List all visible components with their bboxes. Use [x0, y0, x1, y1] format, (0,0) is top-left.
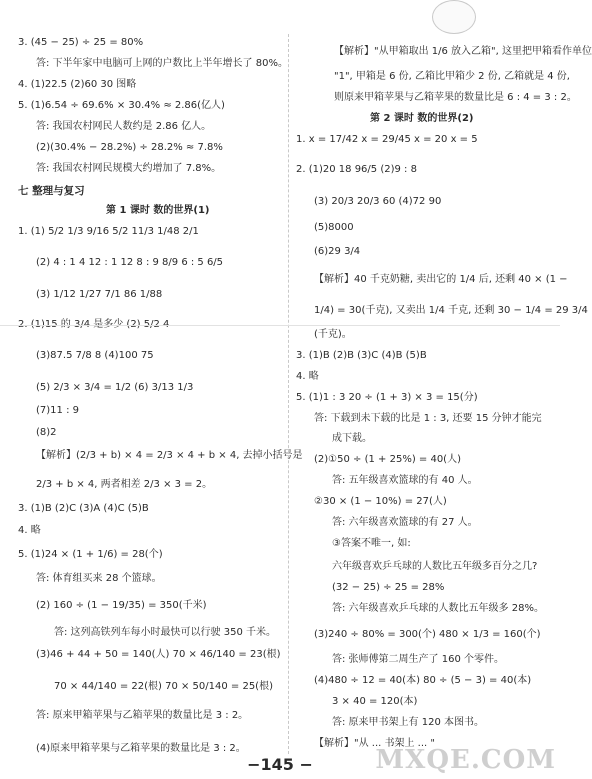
left-line: 七 整理与复习 [18, 185, 85, 197]
right-line: "1", 甲箱是 6 份, 乙箱比甲箱少 2 份, 乙箱就是 4 份, [334, 71, 570, 82]
right-line: ③答案不唯一, 如: [332, 538, 411, 549]
left-line: 答: 下半年家中电脑可上网的户数比上半年增长了 80%。 [36, 58, 288, 69]
right-line: 5. (1)1 : 3 20 ÷ (1 + 3) × 3 = 15(分) [296, 392, 478, 403]
left-line: 2/3 + b × 4, 两者相差 2/3 × 3 = 2。 [36, 479, 213, 490]
right-line: (3)240 ÷ 80% = 300(个) 480 × 1/3 = 160(个) [314, 629, 541, 640]
left-line: (5) 2/3 × 3/4 = 1/2 (6) 3/13 1/3 [36, 382, 194, 393]
left-line: (3)87.5 7/8 8 (4)100 75 [36, 350, 154, 361]
right-line: 第 2 课时 数的世界(2) [370, 113, 474, 124]
right-line: 答: 原来甲书架上有 120 本图书。 [332, 717, 484, 728]
left-line: (2)(30.4% − 28.2%) ÷ 28.2% ≈ 7.8% [36, 142, 223, 153]
left-line: 70 × 44/140 = 22(根) 70 × 50/140 = 25(根) [54, 681, 273, 692]
left-line: 答: 体育组买来 28 个篮球。 [36, 573, 162, 584]
right-line: 【解析】40 千克奶糖, 卖出它的 1/4 后, 还剩 40 × (1 − [314, 274, 568, 285]
left-line: 3. (1)B (2)C (3)A (4)C (5)B [18, 503, 149, 514]
left-line: 5. (1)24 × (1 + 1/6) = 28(个) [18, 549, 163, 560]
right-line: 【解析】"从甲箱取出 1/6 放入乙箱", 这里把甲箱看作单位 [334, 46, 592, 57]
left-line: (3)46 + 44 + 50 = 140(人) 70 × 46/140 = 23(根) [36, 649, 281, 660]
left-line: 答: 原来甲箱苹果与乙箱苹果的数量比是 3 : 2。 [36, 710, 249, 721]
right-line: 1. x = 17/42 x = 29/45 x = 20 x = 5 [296, 134, 478, 145]
right-line: 答: 张师傅第二周生产了 160 个零件。 [332, 654, 504, 665]
right-line: 六年级喜欢乒乓球的人数比五年级多百分之几? [332, 561, 538, 572]
left-line: 【解析】(2/3 + b) × 4 = 2/3 × 4 + b × 4, 去掉小括号是 [36, 450, 303, 461]
left-line: 答: 我国农村网民规模大约增加了 7.8%。 [36, 163, 222, 174]
scan-line [0, 325, 560, 326]
right-line: 4. 略 [296, 371, 319, 382]
watermark: MXQE.COM [375, 745, 556, 775]
right-line: 则原来甲箱苹果与乙箱苹果的数量比是 6 : 4 = 3 : 2。 [334, 92, 577, 103]
right-line: (2)①50 ÷ (1 + 25%) = 40(人) [314, 454, 461, 465]
left-line: 3. (45 − 25) ÷ 25 = 80% [18, 37, 144, 48]
left-line: 5. (1)6.54 ÷ 69.6% × 30.4% ≈ 2.86(亿人) [18, 100, 225, 111]
right-line: (千克)。 [314, 329, 352, 340]
right-line: 答: 下载到未下载的比是 1 : 3, 还要 15 分钟才能完 [314, 413, 542, 424]
right-line: 2. (1)20 18 96/5 (2)9 : 8 [296, 164, 417, 175]
right-line: 【解析】"从 ... 书架上 ... " [314, 738, 435, 749]
left-line: 1. (1) 5/2 1/3 9/16 5/2 11/3 1/48 2/1 [18, 226, 199, 237]
left-line: (3) 1/12 1/27 7/1 86 1/88 [36, 289, 163, 300]
right-line: (32 − 25) ÷ 25 = 28% [332, 582, 445, 593]
right-line: 答: 五年级喜欢篮球的有 40 人。 [332, 475, 478, 486]
left-line: 第 1 课时 数的世界(1) [106, 205, 210, 216]
right-line: (3) 20/3 20/3 60 (4)72 90 [314, 196, 442, 207]
right-line: 答: 六年级喜欢篮球的有 27 人。 [332, 517, 478, 528]
page-number: −145 − [247, 755, 313, 774]
right-line: (5)8000 [314, 222, 354, 233]
right-line: 成下载。 [332, 433, 372, 444]
right-line: 3 × 40 = 120(本) [332, 696, 418, 707]
left-line: (4)原来甲箱苹果与乙箱苹果的数量比是 3 : 2。 [36, 743, 246, 754]
right-line: 答: 六年级喜欢乒乓球的人数比五年级多 28%。 [332, 603, 544, 614]
left-line: 答: 这列高铁列车每小时最快可以行驶 350 千米。 [54, 627, 276, 638]
left-line: 4. 略 [18, 525, 41, 536]
right-line: 1/4) = 30(千克), 又卖出 1/4 千克, 还剩 30 − 1/4 = 29 3/4 [314, 305, 588, 316]
left-line: (2) 160 ÷ (1 − 19/35) = 350(千米) [36, 600, 207, 611]
right-line: (6)29 3/4 [314, 246, 361, 257]
left-line: 2. (1)15 的 3/4 是多少 (2) 5/2 4 [18, 319, 170, 330]
right-line: ②30 × (1 − 10%) = 27(人) [314, 496, 447, 507]
left-line: (2) 4 : 1 4 12 : 1 12 8 : 9 8/9 6 : 5 6/5 [36, 257, 224, 268]
column-divider [288, 34, 289, 754]
left-line: (7)11 : 9 [36, 405, 79, 416]
right-line: 3. (1)B (2)B (3)C (4)B (5)B [296, 350, 427, 361]
right-line: (4)480 ÷ 12 = 40(本) 80 ÷ (5 − 3) = 40(本) [314, 675, 532, 686]
stamp-icon [432, 0, 476, 34]
left-line: 答: 我国农村网民人数约是 2.86 亿人。 [36, 121, 212, 132]
left-line: 4. (1)22.5 (2)60 30 图略 [18, 79, 137, 90]
left-line: (8)2 [36, 427, 57, 438]
